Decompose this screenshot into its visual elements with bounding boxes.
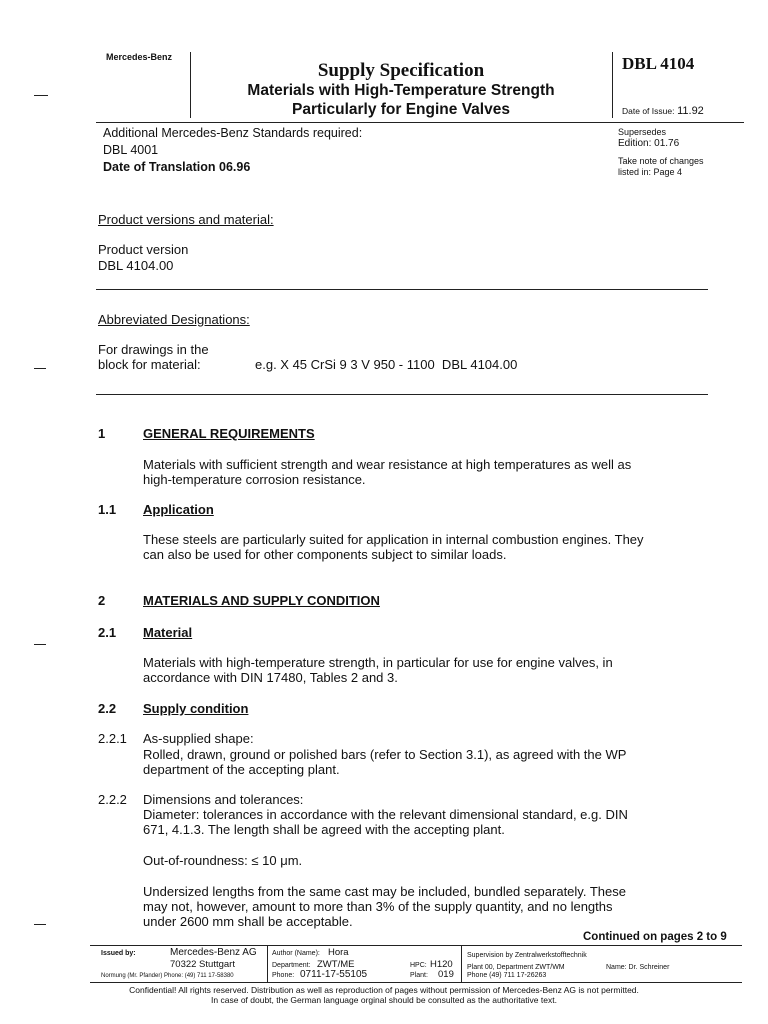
product-version-label: Product version — [98, 242, 189, 257]
page-title: Supply Specification — [317, 60, 485, 81]
margin-mark — [34, 644, 46, 645]
date-of-translation: Date of Translation 06.96 — [103, 160, 251, 174]
supervisor-phone: Phone (49) 711 17-26263 — [467, 972, 547, 979]
continued-note: Continued on pages 2 to 9 — [583, 931, 727, 943]
section-title: MATERIALS AND SUPPLY CONDITION — [143, 593, 380, 608]
subsection-title: As-supplied shape: — [143, 731, 254, 746]
plant-value: 019 — [438, 969, 454, 980]
designation-example: e.g. X 45 CrSi 9 3 V 950 - 1100 DBL 4104.00 — [255, 357, 518, 372]
margin-mark — [34, 95, 48, 96]
supersedes-label: Supersedes — [618, 127, 667, 137]
additional-standards-label: Additional Mercedes-Benz Standards required: — [103, 126, 363, 140]
section-title: Application — [143, 502, 214, 517]
brand-logo-text: Mercedes-Benz — [106, 52, 173, 62]
abbreviated-line2: block for material: — [98, 357, 201, 372]
paragraph-line: Out-of-roundness: ≤ 10 μm. — [143, 853, 303, 868]
department-value: ZWT/ME — [317, 959, 355, 970]
normung-phone: Normung (Mr. Pfander) Phone: (49) 711 17-58380 — [101, 973, 234, 979]
paragraph-line: department of the accepting plant. — [143, 762, 340, 777]
section-rule — [96, 289, 708, 290]
abbreviated-heading: Abbreviated Designations: — [98, 312, 250, 327]
paragraph-line: These steels are particularly suited for application in internal combustion engines. They — [143, 532, 644, 547]
footer-bottom-rule — [90, 982, 742, 983]
footer-divider — [461, 945, 462, 982]
paragraph-line: may not, however, amount to more than 3% of the supply quantity, and no lengths — [143, 899, 613, 914]
margin-mark — [34, 368, 46, 369]
changes-line1: Take note of changes — [618, 156, 704, 166]
section-number: 2.2 — [98, 701, 117, 716]
date-of-issue — [622, 106, 704, 117]
doc-number: DBL 4104 — [622, 54, 695, 73]
margin-mark — [34, 924, 46, 925]
product-version-value: DBL 4104.00 — [98, 258, 174, 273]
section-number: 2.2.2 — [98, 792, 127, 807]
section-title: Supply condition — [143, 701, 249, 716]
hpc-label: HPC: — [410, 962, 427, 969]
section-number: 1.1 — [98, 502, 117, 517]
plant-department: Plant 00, Department ZWT/WM — [467, 964, 565, 971]
supervision: Supervision by Zentralwerkstofftechnik — [467, 952, 587, 959]
paragraph-line: Materials with high-temperature strength, in particular for use for engine valves, in — [143, 655, 613, 670]
header-divider-left — [190, 52, 191, 118]
paragraph-line: high-temperature corrosion resistance. — [143, 472, 366, 487]
paragraph-line: 671, 4.1.3. The length shall be agreed with the accepting plant. — [143, 822, 505, 837]
issuer-name: Mercedes-Benz AG — [170, 947, 257, 958]
paragraph-line: accordance with DIN 17480, Tables 2 and 3. — [143, 670, 398, 685]
section-number: 2.1 — [98, 625, 117, 640]
phone-value: 0711-17-55105 — [300, 969, 368, 980]
department-label: Department: — [272, 962, 311, 969]
hpc-value: H120 — [430, 959, 453, 970]
subsection-title: Dimensions and tolerances: — [143, 792, 304, 807]
abbreviated-line1: For drawings in the — [98, 342, 209, 357]
header-rule — [96, 122, 744, 123]
footer-top-rule — [90, 945, 742, 946]
footer-divider — [267, 945, 268, 982]
author-name: Hora — [328, 947, 349, 958]
issued-by-label: Issued by: — [101, 950, 136, 957]
section-number: 2 — [98, 593, 106, 608]
paragraph-line: Diameter: tolerances in accordance with the relevant dimensional standard, e.g. DIN — [143, 807, 628, 822]
paragraph-line: Rolled, drawn, ground or polished bars (refer to Section 3.1), as agreed with the WP — [143, 747, 627, 762]
subtitle-line2: Particularly for Engine Valves — [292, 101, 510, 118]
section-title: GENERAL REQUIREMENTS — [143, 426, 315, 441]
section-number: 2.2.1 — [98, 731, 127, 746]
product-versions-heading: Product versions and material: — [98, 212, 274, 227]
changes-line2: listed in: Page 4 — [618, 167, 683, 177]
paragraph-line: Materials with sufficient strength and wear resistance at high temperatures as well as — [143, 457, 632, 472]
author-label: Author (Name): — [272, 950, 320, 957]
section-rule — [96, 394, 708, 395]
paragraph-line: under 2600 mm shall be acceptable. — [143, 914, 353, 929]
section-number: 1 — [98, 426, 106, 441]
subtitle-line1: Materials with High-Temperature Strength — [247, 82, 555, 99]
plant-label: Plant: — [410, 972, 428, 979]
confidential-notice: Confidential! All rights reserved. Distribution as well as reproduction of pages without permission of Mercedes-Benz AG is not permitted. — [129, 985, 639, 995]
supervisor-name: Name: Dr. Schreiner — [606, 964, 670, 971]
header-divider-right — [612, 52, 613, 118]
date-of-issue-label: Date of Issue: — [622, 106, 675, 116]
language-notice: In case of doubt, the German language orginal should be consulted as the authoritative text. — [211, 995, 557, 1005]
date-of-issue-value: 11.92 — [677, 105, 704, 117]
paragraph-line: Undersized lengths from the same cast may be included, bundled separately. These — [143, 884, 626, 899]
edition: Edition: 01.76 — [618, 138, 680, 149]
paragraph-line: can also be used for other components subject to similar loads. — [143, 547, 507, 562]
issuer-city: 70322 Stuttgart — [170, 959, 235, 970]
section-title: Material — [143, 625, 193, 640]
additional-standard: DBL 4001 — [103, 143, 159, 157]
phone-label: Phone: — [272, 972, 295, 979]
